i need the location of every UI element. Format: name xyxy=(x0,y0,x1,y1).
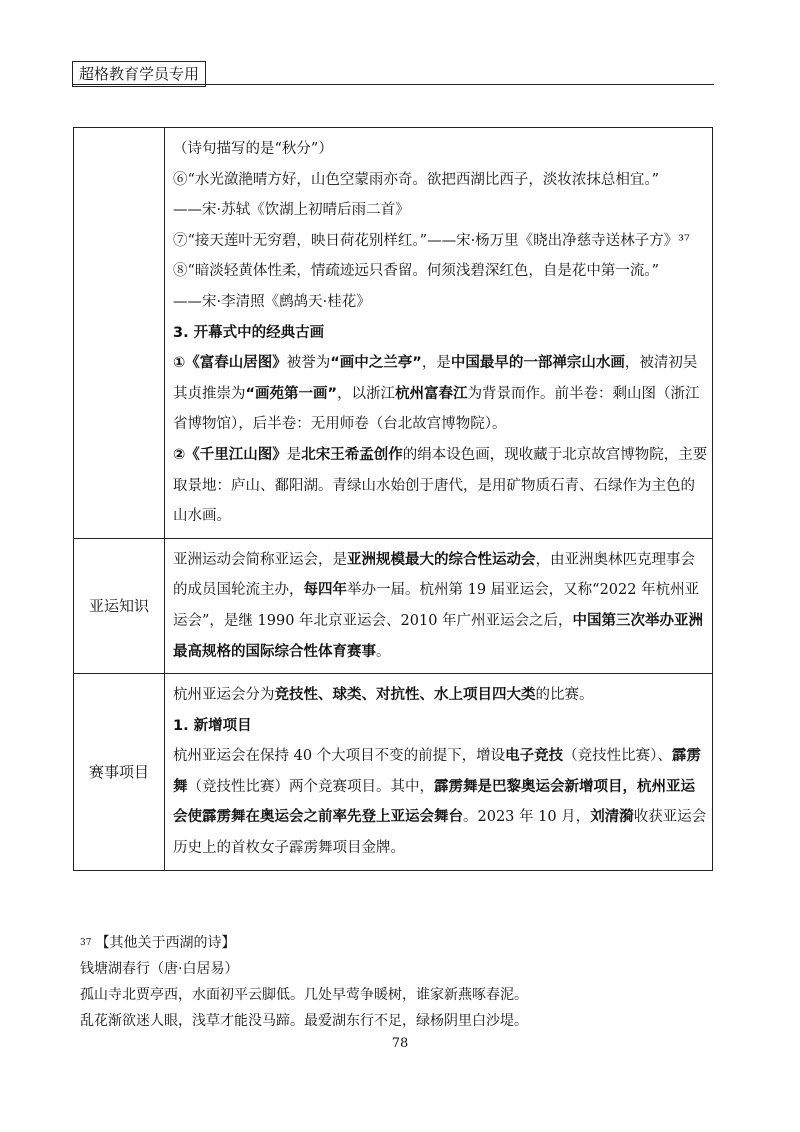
text-line: ⑧“暗淡轻黄体性柔，情疏迹远只香留。何须浅碧深红色，自是花中第一流。” xyxy=(173,263,660,280)
row-body xyxy=(165,674,713,871)
footnote xyxy=(80,930,710,1034)
text-line: ——宋·李清照《鹧鸪天·桂花》 xyxy=(173,293,371,310)
row-body xyxy=(165,538,713,673)
header-rule xyxy=(72,84,714,85)
footnote-title: $^{37}$ 【其他关于西湖的诗】 xyxy=(80,935,236,951)
text-line: （诗句描写的是“秋分”） xyxy=(173,141,333,157)
text-line: ——宋·苏轼《饮湖上初晴后雨二首》 xyxy=(173,202,410,219)
table-row xyxy=(74,538,713,673)
paragraph: ②《千里江山图》是北宋王希孟创作的绢本设色画，现收藏于北京故宫博物院，主要取景地：庐山、鄱阳湖。青绿山水始创于唐代，是用矿物质石青、石绿作为主色的山水画。 xyxy=(173,446,708,525)
paragraph: ①《富春山居图》被誉为“画中之兰亭”，是中国最早的一部禅宗山水画，被清初吴其贞推崇为“画苑第一画”，以浙江杭州富春江为背景而作。前半卷：剩山图（浙江省博物馆），后半卷：无用师卷（台北故宫博物院）。 xyxy=(173,355,700,433)
header-label: 超格教育学员专用 xyxy=(72,61,206,87)
text-line: ⑥“水光潋滟晴方好，山色空蒙雨亦奇。欲把西湖比西子，淡妆浓抹总相宜。” xyxy=(173,171,660,188)
paragraph: 杭州亚运会分为竞技性、球类、对抗性、水上项目四大类的比赛。 xyxy=(173,687,594,704)
paragraph: 亚洲运动会简称亚运会，是亚洲规模最大的综合性运动会，由亚洲奥林匹克理事会的成员国轮流主办，每四年举办一届。杭州第 19 届亚运会，又称“2022 年杭州亚运会”，是继 1990 年北京亚运会、2010 年广州亚运会之后，中国第三次举办亚洲最高规格的国际综合性体育赛事。 xyxy=(173,551,704,660)
section-title: 3. 开幕式中的经典古画 xyxy=(173,324,325,341)
row-body xyxy=(165,128,713,539)
poem-line: 乱花渐欲迷人眼，浅草才能没马蹄。最爱湖东行不足，绿杨阴里白沙堤。 xyxy=(80,1013,528,1029)
poem-line: 孤山寺北贾亭西，水面初平云脚低。几处早莺争暖树，谁家新燕啄春泥。 xyxy=(80,987,528,1003)
poem-title: 钱塘湖春行（唐·白居易） xyxy=(80,961,239,977)
row-category: 赛事项目 xyxy=(74,674,165,871)
row-category xyxy=(74,128,165,539)
row-category: 亚运知识 xyxy=(74,538,165,673)
paragraph: 杭州亚运会在保持 40 个大项目不变的前提下，增设电子竞技（竞技性比赛）、霹雳舞（竞技性比赛）两个竞赛项目。其中，霹雳舞是巴黎奥运会新增项目，杭州亚运会使霹雳舞在奥运会之前率先登上亚运会舞台。2023 年 10 月，刘清漪收获亚运会历史上的首枚女子霹雳舞项目金牌。 xyxy=(173,748,707,857)
page-number: 78 xyxy=(391,1036,409,1051)
text-line: ⑦“接天莲叶无穷碧，映日荷花别样红。”——宋·杨万里《晓出净慈寺送林子方》³⁷ xyxy=(173,232,690,249)
content-table xyxy=(73,127,713,871)
table-row xyxy=(74,674,713,871)
section-title: 1. 新增项目 xyxy=(173,717,252,734)
table-row xyxy=(74,128,713,539)
footnote-marker: 37 xyxy=(80,938,92,948)
